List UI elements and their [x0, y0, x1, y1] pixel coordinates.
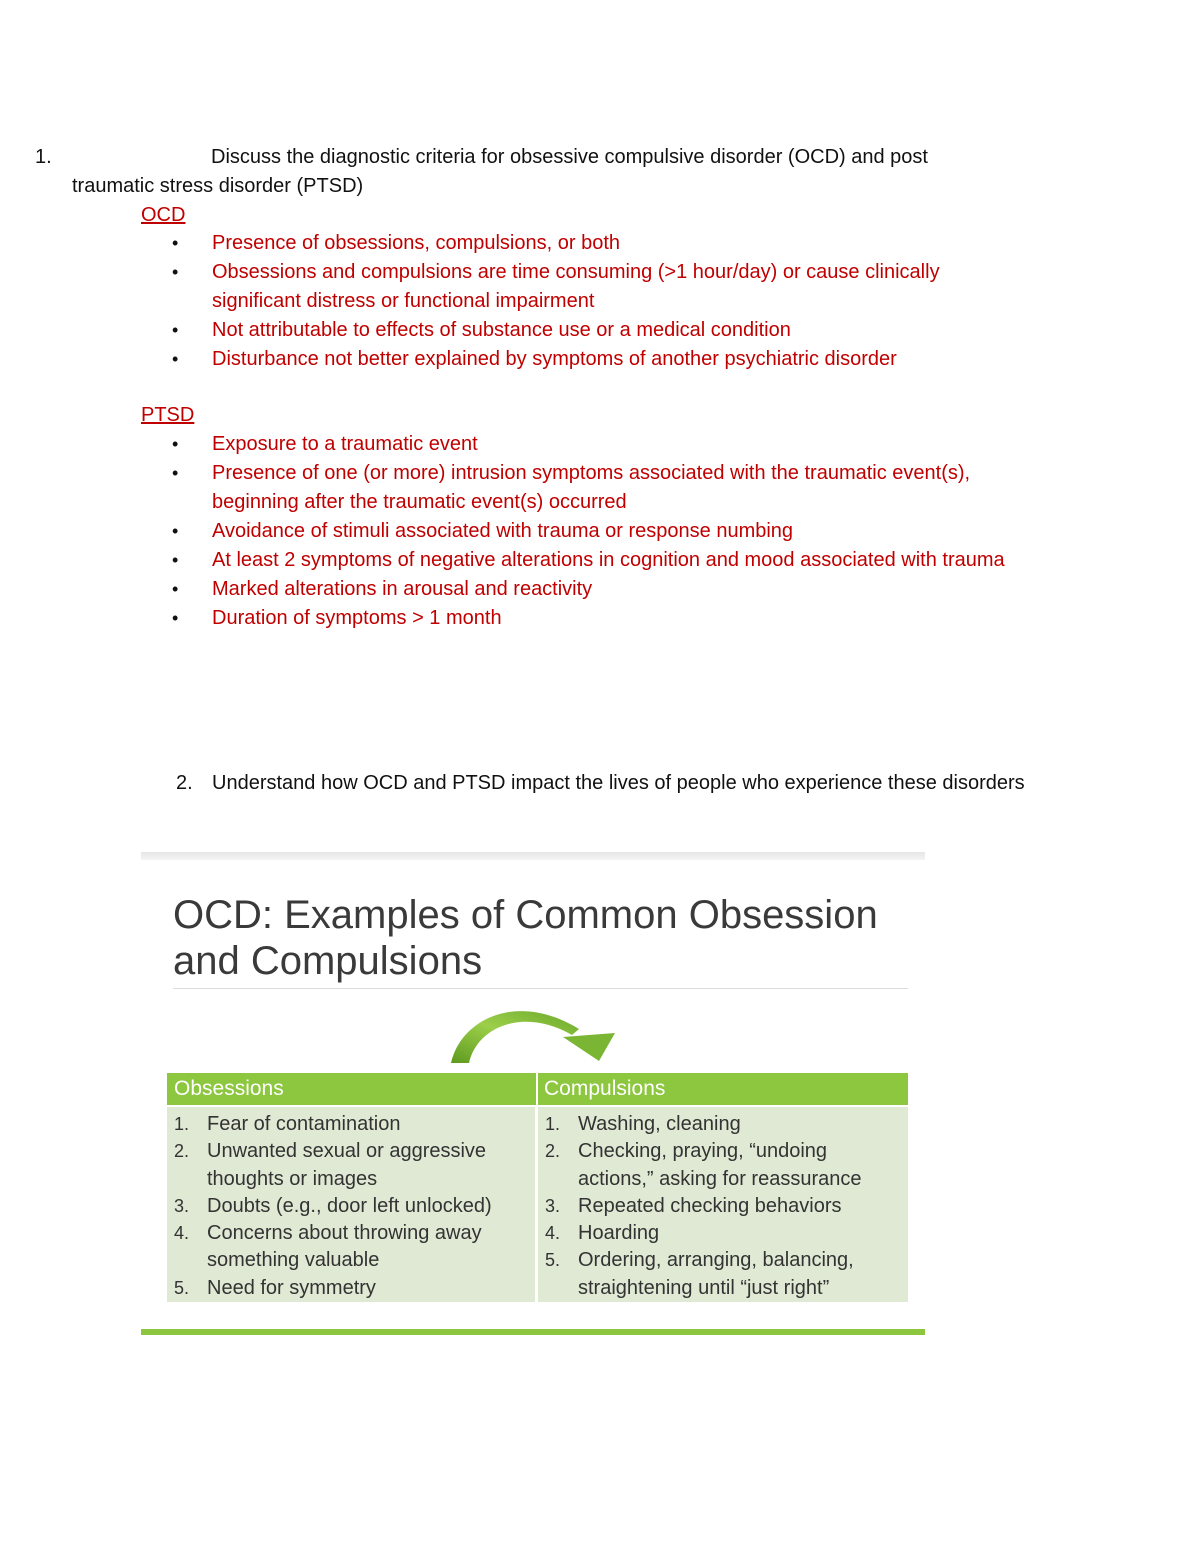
obsessions-column — [167, 1107, 535, 1302]
table-body — [167, 1107, 908, 1302]
list-item: 1. Fear of contamination — [174, 1113, 401, 1135]
bullet-icon: • — [172, 579, 179, 599]
obsessions-header: Obsessions — [174, 1077, 284, 1100]
slide-title-divider — [173, 988, 908, 989]
question-2-text: Understand how OCD and PTSD impact the lives of people who experience these disorders — [212, 772, 1025, 794]
question-2-number: 2. — [176, 772, 193, 794]
ocd-criteria-list — [172, 229, 1032, 374]
bullet-icon: • — [172, 349, 179, 369]
bullet-icon: • — [172, 262, 179, 282]
compulsions-column — [538, 1107, 908, 1302]
list-item: 5. Ordering, arranging, balancing, straightening until “just right” — [545, 1249, 854, 1299]
question-1-text-line-2: traumatic stress disorder (PTSD) — [72, 175, 364, 197]
list-item: • Disturbance not better explained by symptoms of another psychiatric disorder — [172, 345, 1032, 374]
ptsd-criteria-list — [172, 430, 1032, 633]
ocd-examples-slide — [141, 852, 925, 1335]
bullet-icon: • — [172, 233, 179, 253]
ocd-heading: OCD — [141, 204, 186, 226]
list-item: 5. Need for symmetry — [174, 1276, 376, 1299]
list-item: 1. Washing, cleaning — [545, 1113, 741, 1135]
curved-arrow-icon — [447, 999, 627, 1067]
list-item: 4. Hoarding — [545, 1222, 660, 1245]
list-item: • Presence of obsessions, compulsions, or both — [172, 229, 1032, 258]
slide-top-rule — [141, 852, 925, 860]
bullet-icon: • — [172, 320, 179, 340]
bullet-icon: • — [172, 463, 179, 483]
bullet-icon: • — [172, 550, 179, 570]
list-item: • Presence of one (or more) intrusion symptoms associated with the traumatic event(s), beginning after the traumatic event(s) occurred — [172, 459, 1032, 517]
ptsd-heading: PTSD — [141, 404, 195, 426]
list-item: 2. Unwanted sexual or aggressive thoughts or images — [174, 1140, 487, 1190]
list-item: 3. Doubts (e.g., door left unlocked) — [174, 1194, 492, 1217]
list-item: • At least 2 symptoms of negative alterations in cognition and mood associated with trauma — [172, 546, 1032, 575]
bullet-icon: • — [172, 521, 179, 541]
bullet-icon: • — [172, 608, 179, 628]
slide-title: OCD: Examples of Common Obsession and Compulsions — [173, 893, 878, 983]
list-item: • Exposure to a traumatic event — [172, 430, 1032, 459]
list-item: • Marked alterations in arousal and reactivity — [172, 575, 1032, 604]
table-header-row — [167, 1073, 908, 1105]
compulsions-header: Compulsions — [544, 1077, 666, 1100]
list-item: • Avoidance of stimuli associated with trauma or response numbing — [172, 517, 1032, 546]
list-item: 2. Checking, praying, “undoing actions,” asking for reassurance — [545, 1140, 862, 1190]
list-item: 4. Concerns about throwing away something valuable — [174, 1222, 482, 1272]
question-1-text-line-1: Discuss the diagnostic criteria for obsessive compulsive disorder (OCD) and post — [211, 146, 928, 168]
list-item: • Not attributable to effects of substance use or a medical condition — [172, 316, 1032, 345]
question-1-number: 1. — [35, 146, 52, 168]
header-divider — [536, 1073, 538, 1105]
question-2 — [176, 769, 1026, 798]
list-item: 3. Repeated checking behaviors — [545, 1194, 842, 1217]
list-item: • Duration of symptoms > 1 month — [172, 604, 1032, 633]
list-item: • Obsessions and compulsions are time consuming (>1 hour/day) or cause clinically significant distress or functional impairment — [172, 258, 1032, 316]
obsessions-compulsions-table — [167, 1073, 908, 1302]
bullet-icon: • — [172, 434, 179, 454]
slide-bottom-rule — [141, 1329, 925, 1335]
